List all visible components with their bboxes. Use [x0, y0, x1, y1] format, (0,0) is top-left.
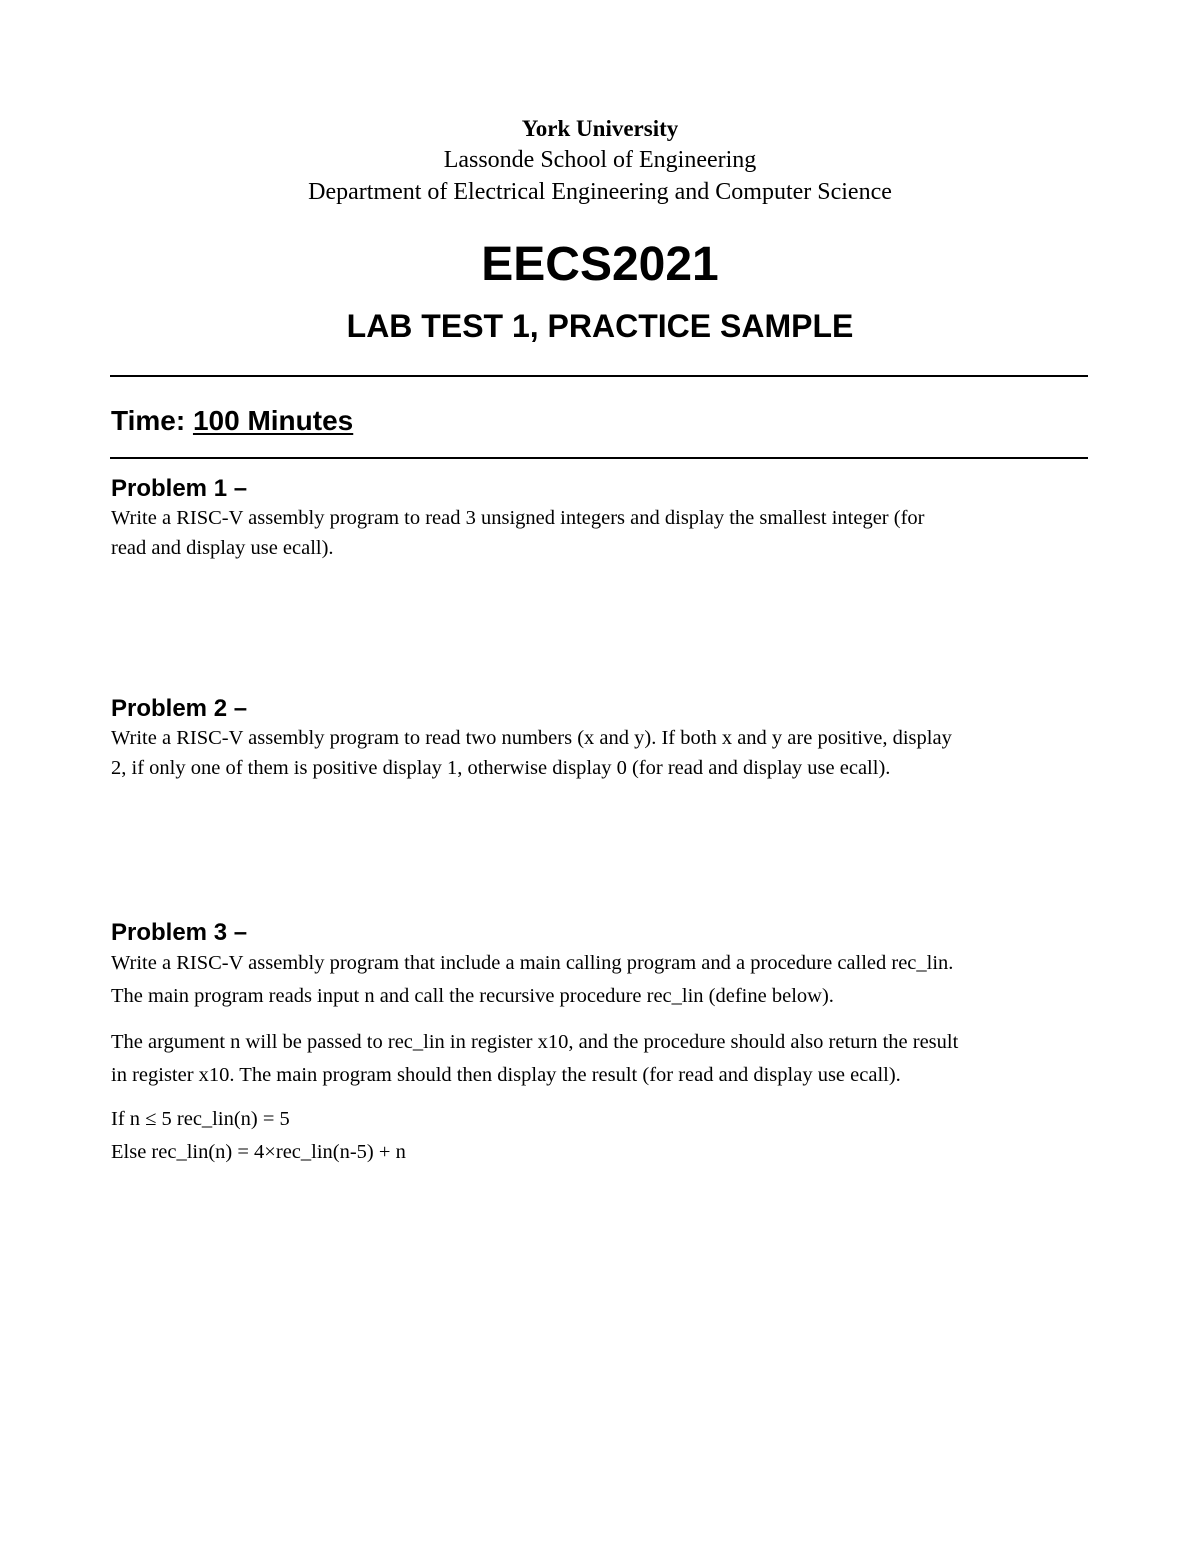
problem-3-base-case: If n ≤ 5 rec_lin(n) = 5 — [111, 1108, 290, 1130]
problem-1-heading: Problem 1 – — [111, 475, 248, 502]
problem-2-text-line-2: 2, if only one of them is positive display 1, otherwise display 0 (for read and display use ecall). — [111, 757, 891, 779]
department-name: Department of Electrical Engineering and Computer Science — [308, 179, 892, 205]
problem-2-heading: Problem 2 – — [111, 695, 248, 722]
problem-3-text-line-3: The argument n will be passed to rec_lin in register x10, and the procedure should also return the result — [111, 1031, 959, 1053]
problem-3-heading: Problem 3 – — [111, 919, 248, 946]
course-code: EECS2021 — [481, 238, 719, 291]
divider-bottom — [110, 457, 1088, 459]
problem-3-recursive-case: Else rec_lin(n) = 4×rec_lin(n-5) + n — [111, 1141, 406, 1163]
problem-3-text-line-2: The main program reads input n and call the recursive procedure rec_lin (define below). — [111, 985, 834, 1007]
problem-1-text-line-2: read and display use ecall). — [111, 537, 334, 559]
time-allotted — [111, 404, 353, 438]
school-name: Lassonde School of Engineering — [443, 147, 757, 173]
problem-3-text-line-1: Write a RISC-V assembly program that include a main calling program and a procedure called rec_lin. — [111, 952, 954, 974]
problem-3-text-line-4: in register x10. The main program should then display the result (for read and display use ecall). — [111, 1064, 901, 1086]
problem-2-text-line-1: Write a RISC-V assembly program to read two numbers (x and y). If both x and y are positive, display — [111, 727, 952, 749]
time-value: 100 Minutes — [192, 405, 354, 436]
problem-1-text-line-1: Write a RISC-V assembly program to read 3 unsigned integers and display the smallest integer (for — [111, 507, 925, 529]
time-label: Time: — [111, 405, 193, 436]
divider-top — [110, 375, 1088, 377]
university-name: York University — [521, 116, 679, 141]
test-title: LAB TEST 1, PRACTICE SAMPLE — [346, 308, 854, 344]
